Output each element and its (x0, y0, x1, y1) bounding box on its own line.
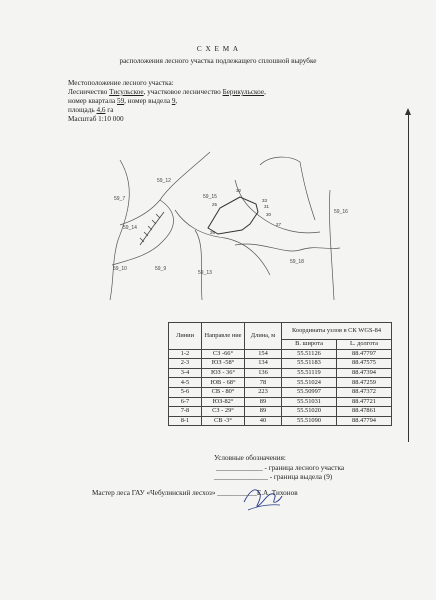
table-cell: СВ -3° (202, 416, 245, 426)
legend-heading: Условные обозначения: (214, 454, 286, 462)
table-cell: 89 (245, 397, 282, 407)
location-heading: Местоположение лесного участка: (68, 79, 174, 87)
map-boundaries (110, 152, 340, 300)
table-cell: 88.47259 (337, 378, 392, 388)
table-cell: ЮЗ-82° (202, 397, 245, 407)
col-header-coords: Координаты узлов в СК WGS-84 (282, 323, 392, 340)
table-cell: 7-8 (169, 407, 202, 417)
north-arrow-line (408, 112, 409, 442)
table-row (169, 349, 392, 359)
master-name: Е.А. Тихонов (256, 489, 298, 497)
table-row (169, 407, 392, 417)
table-cell: 55.51090 (282, 416, 337, 426)
table-cell: 55.51183 (282, 359, 337, 369)
table-cell: 88.47575 (337, 359, 392, 369)
location-line-kvartal: номер квартала 59, номер выдела 9, (68, 97, 178, 105)
col-header-length: Длина, м (245, 323, 282, 350)
master-label: Мастер леса ГАУ «Чебулинский лесхоз» (92, 489, 216, 497)
table-cell: 55.51020 (282, 407, 337, 417)
document-title: С Х Е М А (196, 45, 240, 53)
table-cell: 88.47721 (337, 397, 392, 407)
coordinates-table (168, 322, 392, 426)
table-row (169, 397, 392, 407)
table-row (169, 368, 392, 378)
node-number: 25 (212, 202, 218, 207)
table-cell: 55.51126 (282, 349, 337, 359)
table-cell: ЮЗ - 36° (202, 368, 245, 378)
document-subtitle: расположения лесного участка подлежащего сплошной вырубке (119, 57, 317, 65)
map-label: 59_15 (203, 194, 217, 200)
forest-map (100, 150, 350, 310)
map-label: 59_10 (113, 266, 127, 272)
node-number: 30 (266, 212, 272, 217)
col-header-line: Линии (169, 323, 202, 350)
map-label: 59_16 (334, 209, 348, 215)
table-row (169, 359, 392, 369)
area-value: 4,6 (96, 106, 106, 114)
map-label: 59_14 (123, 225, 137, 231)
table-cell: 55.51031 (282, 397, 337, 407)
map-label: 59_7 (114, 196, 126, 202)
table-cell: СВ - 80° (202, 387, 245, 397)
table-row (169, 378, 392, 388)
table-cell: 136 (245, 368, 282, 378)
kvartal-number: 59 (116, 97, 125, 105)
vydel-number: 9 (171, 97, 176, 105)
col-header-lat: В. широта (282, 340, 337, 350)
table-cell: 3-4 (169, 368, 202, 378)
table-cell: 4-5 (169, 378, 202, 388)
node-number: 26 (210, 230, 216, 235)
table-cell: 88.47797 (337, 349, 392, 359)
node-number: 31 (264, 204, 270, 209)
table-body (169, 349, 392, 426)
table-cell: 6-7 (169, 397, 202, 407)
legend-vydel-boundary: _______________ - граница выдела (9) (214, 473, 333, 481)
table-row (169, 387, 392, 397)
legend-lot-boundary: _____________ - граница лесного участка (216, 464, 345, 472)
table-cell: 223 (245, 387, 282, 397)
district-forestry-name: Берикульское (222, 88, 265, 96)
table-cell: 55.51119 (282, 368, 337, 378)
table-cell: 88.47794 (337, 416, 392, 426)
map-labels (113, 178, 348, 276)
table-row (169, 416, 392, 426)
handwritten-signature (240, 480, 284, 520)
table-cell: СЗ - 29° (202, 407, 245, 417)
forestry-name: Тисульское (109, 88, 144, 96)
table-cell: СЗ -66° (202, 349, 245, 359)
table-cell: 2-3 (169, 359, 202, 369)
map-label: 59_12 (157, 178, 171, 184)
table-cell: 88.47394 (337, 368, 392, 378)
table-cell: 78 (245, 378, 282, 388)
map-label: 59_13 (198, 270, 212, 276)
table-cell: 88.47372 (337, 387, 392, 397)
table-cell: 88.47861 (337, 407, 392, 417)
map-label: 59_9 (155, 266, 167, 272)
table-cell: ЮВ - 68° (202, 378, 245, 388)
table-cell: 55.50997 (282, 387, 337, 397)
location-line-forestry: Лесничество Тисульское, участковое лесничество Берикульское, (68, 88, 266, 96)
map-label: 59_18 (290, 259, 304, 265)
table-cell: 1-2 (169, 349, 202, 359)
node-number: 32 (236, 188, 242, 193)
table-cell: 55.51024 (282, 378, 337, 388)
col-header-direction: Направле ние (202, 323, 245, 350)
table-cell: 154 (245, 349, 282, 359)
map-scale: Масштаб 1:10 000 (68, 115, 124, 123)
col-header-lon: L. долгота (337, 340, 392, 350)
signature-blank: ___________ (217, 489, 257, 497)
table-cell: ЮЗ -58° (202, 359, 245, 369)
table-cell: 5-6 (169, 387, 202, 397)
location-line-area: площадь 4,6 га (68, 106, 114, 114)
table-cell: 40 (245, 416, 282, 426)
node-number: 27 (276, 222, 282, 227)
table-cell: 89 (245, 407, 282, 417)
table-cell: 8-1 (169, 416, 202, 426)
table-cell: 134 (245, 359, 282, 369)
node-numbers (210, 188, 282, 235)
hatched-stream (140, 212, 164, 245)
node-number: 33 (262, 198, 268, 203)
